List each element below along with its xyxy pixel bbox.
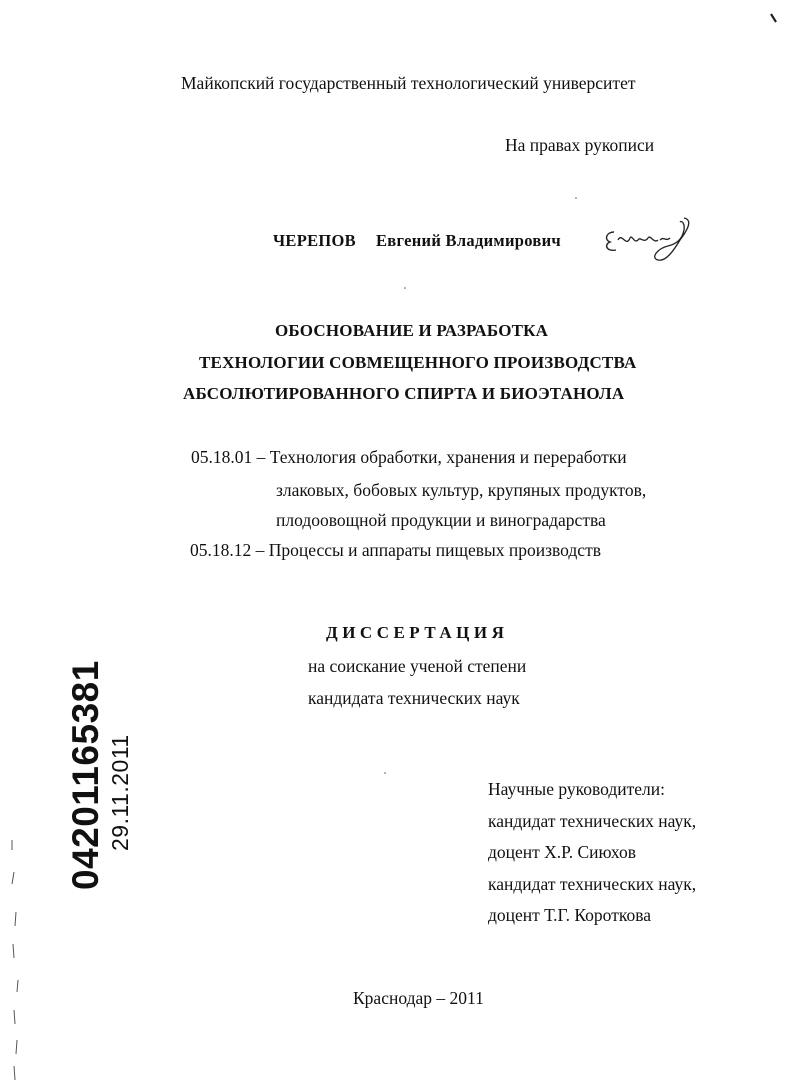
supervisors-heading: Научные руководители:: [488, 779, 665, 799]
supervisor-1-degree: кандидат технических наук,: [488, 811, 697, 831]
author-signature: [600, 210, 700, 270]
specialty-05-18-01-cont-1: злаковых, бобовых культур, крупяных продуктов,: [276, 480, 647, 500]
degree-line-2: кандидата технических наук: [308, 688, 520, 708]
city-and-year: Краснодар – 2011: [353, 988, 484, 1008]
dissertation-label: ДИССЕРТАЦИЯ: [326, 623, 509, 642]
library-stamp-number: 04201165381: [65, 660, 106, 890]
supervisor-2-name: доцент Т.Г. Короткова: [488, 905, 652, 925]
degree-line-1: на соискание ученой степени: [308, 656, 527, 676]
specialty-05-18-01-cont-2: плодоовощной продукции и виноградарства: [276, 510, 606, 530]
supervisor-1-name: доцент Х.Р. Сиюхов: [488, 842, 637, 862]
specialty-05-18-01: 05.18.01 – Технология обработки, хранения и переработки: [191, 447, 627, 467]
university-name: Майкопский государственный технологический университет: [181, 73, 636, 93]
library-stamp-date: 29.11.2011: [107, 734, 133, 851]
title-line-2: ТЕХНОЛОГИИ СОВМЕЩЕННОГО ПРОИЗВОДСТВА: [199, 353, 637, 372]
author-given-names: Евгений Владимирович: [376, 231, 562, 250]
author-surname: ЧЕРЕПОВ: [273, 231, 356, 250]
supervisor-2-degree: кандидат технических наук,: [488, 874, 697, 894]
title-line-3: АБСОЛЮТИРОВАННОГО СПИРТА И БИОЭТАНОЛА: [183, 384, 625, 403]
manuscript-rights-note: На правах рукописи: [505, 135, 655, 155]
title-line-1: ОБОСНОВАНИЕ И РАЗРАБОТКА: [275, 321, 549, 340]
specialty-05-18-12: 05.18.12 – Процессы и аппараты пищевых производств: [190, 540, 601, 560]
